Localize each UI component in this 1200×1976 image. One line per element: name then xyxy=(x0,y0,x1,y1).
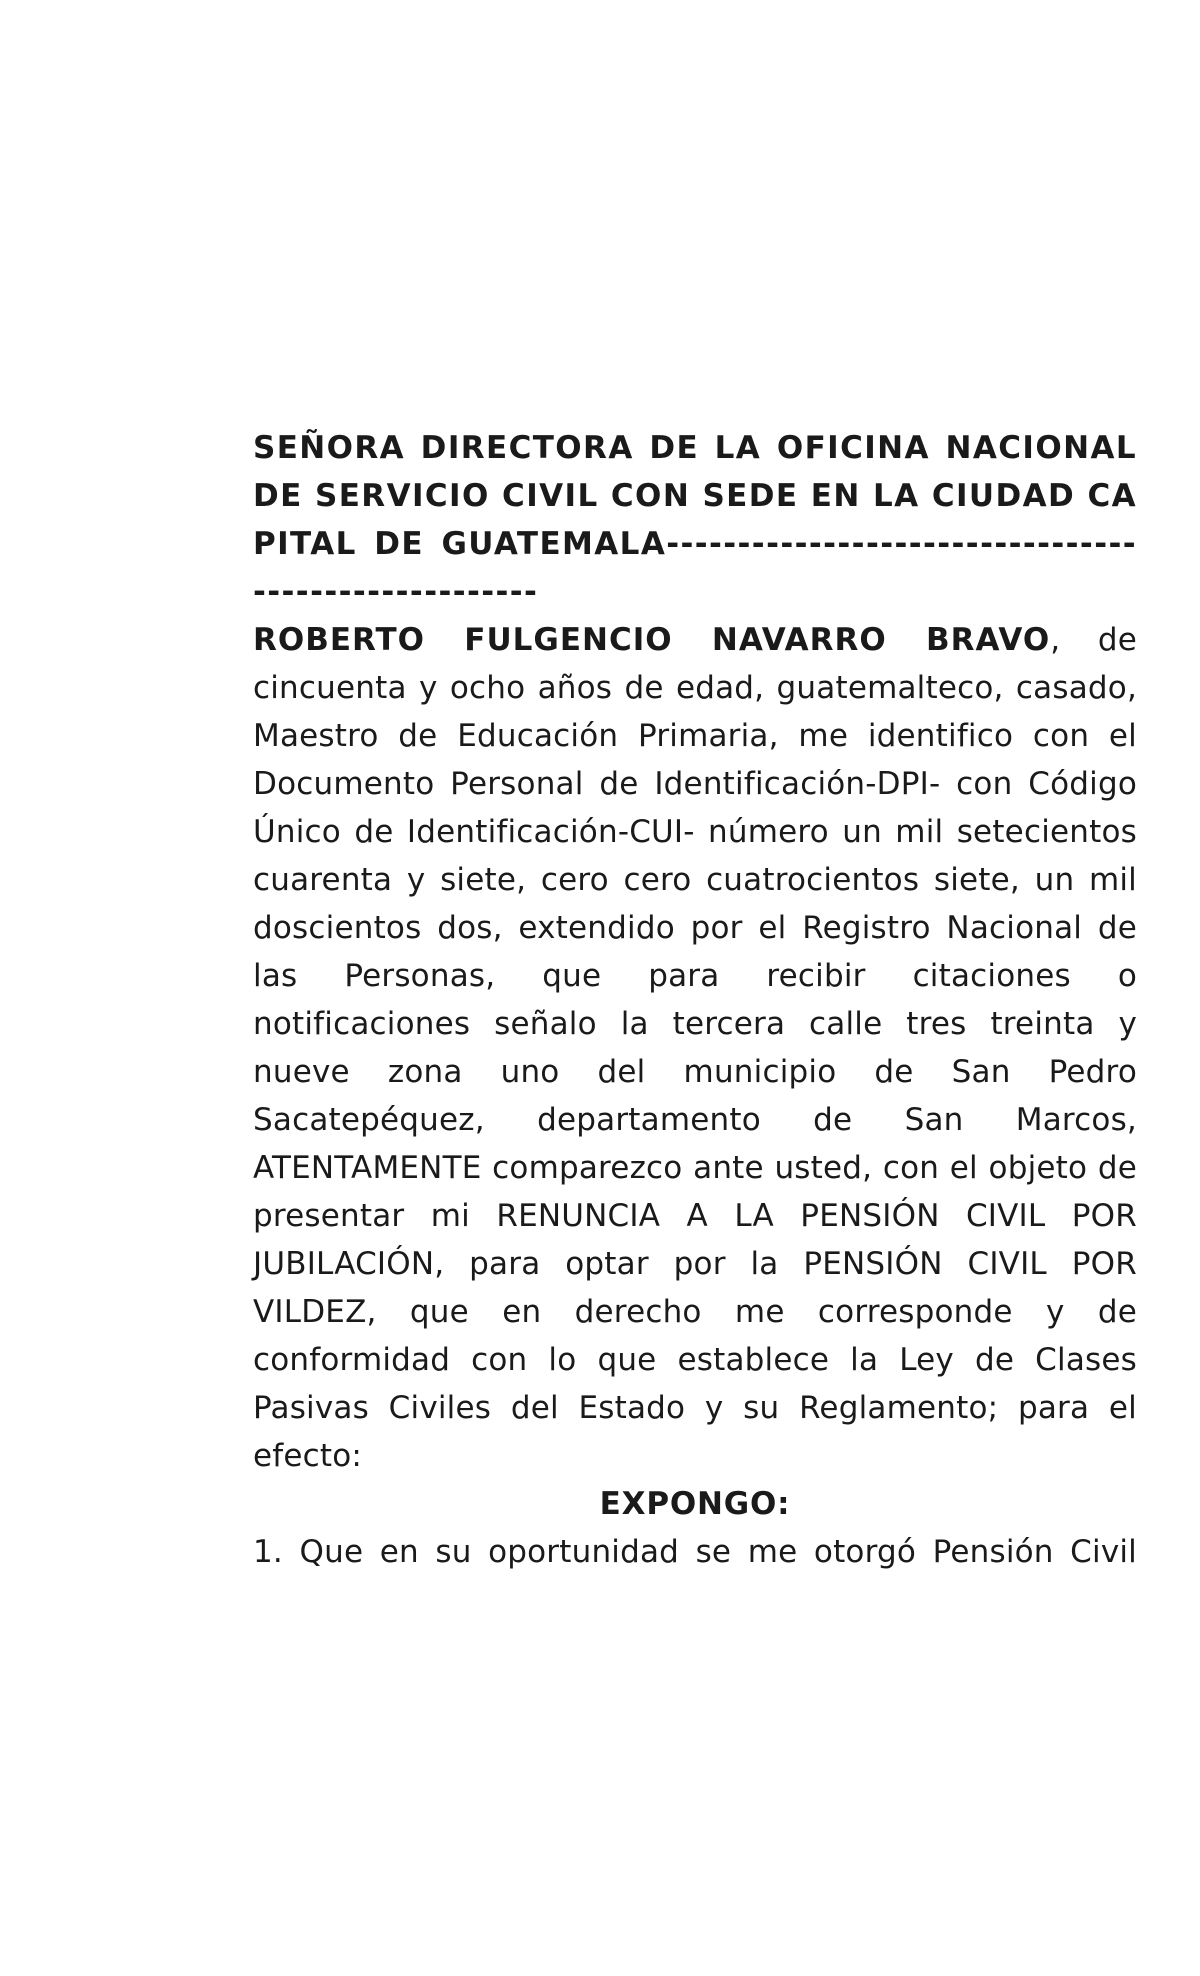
petitioner-name: ROBERTO FULGENCIO NAVARRO BRAVO xyxy=(253,622,1051,658)
list-item-1: 1. Que en su oportunidad se me otorgó Pensión Civil xyxy=(253,1534,1137,1570)
addressee-heading: SEÑORA DIRECTORA DE LA OFICINA NACIONAL DE SERVICIO CIVIL CON SEDE EN LA CIUDAD CAPITAL DE GUATEMALA----------------------------------------------------- xyxy=(253,430,1137,610)
section-title: EXPONGO: xyxy=(599,1486,791,1522)
letter-body xyxy=(253,424,1137,1576)
petition-text: , de cincuenta y ocho años de edad, guatemalteco, casado, Maestro de Educación Primaria, me identifico con el Documento Personal de Identificación-DPI- con Código Único de Identificación-CUI- número un mil setecientos cuarenta y siete, cero cero cuatrocientos siete, un mil doscientos dos, extendido por el Registro Nacional de las Personas, que para recibir citaciones o notificaciones señalo la tercera calle tres treinta y nueve zona uno del municipio de San Pedro Sacatepéquez, departamento de San Marcos, ATENTAMENTE comparezco ante usted, con el objeto de presentar mi RENUNCIA A LA PENSIÓN CIVIL POR JUBILACIÓN, para optar por la PENSIÓN CIVIL POR VILDEZ, que en derecho me corresponde y de conformidad con lo que establece la Ley de Clases Pasivas Civiles del Estado y su Reglamento; para el efecto: xyxy=(253,622,1137,1474)
petition-paragraph xyxy=(253,616,1137,1480)
